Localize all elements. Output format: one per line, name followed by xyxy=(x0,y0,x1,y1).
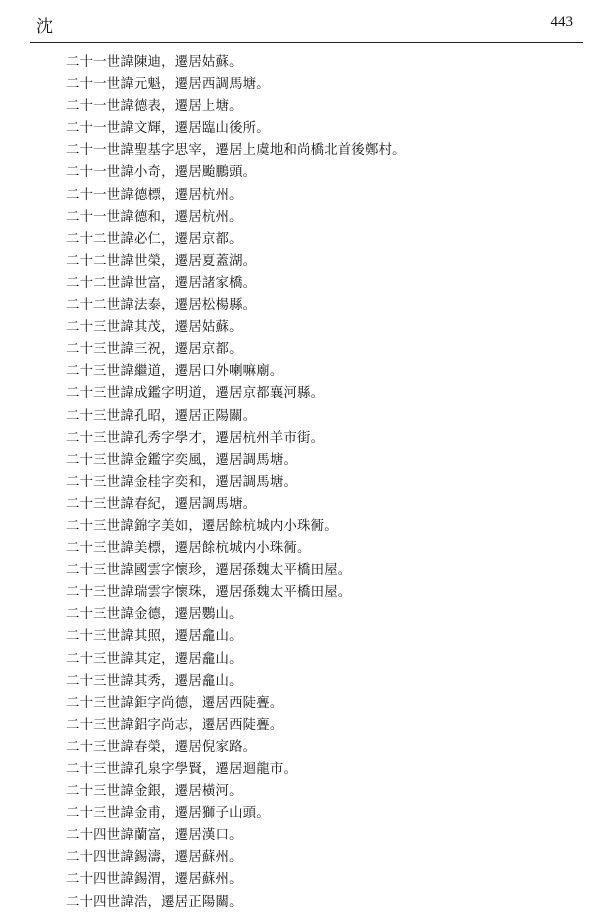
genealogy-entry: 二十一世諱文輝，遷居臨山後所。 xyxy=(66,121,270,137)
genealogy-entry: 二十一世諱德表，遷居上塘。 xyxy=(66,99,243,115)
genealogy-entry: 二十三世諱孔泉字學賢，遷居迴龍市。 xyxy=(66,762,298,777)
running-head-title: 沈 xyxy=(36,17,54,37)
page-number: 443 xyxy=(550,14,573,30)
genealogy-entry: 二十三世諱其秀，遷居龕山。 xyxy=(66,673,243,689)
genealogy-entry: 二十四世諱錫渭，遷居蘇州。 xyxy=(66,872,243,888)
genealogy-entry: 二十三世諱繼道，遷居口外喇嘛廟。 xyxy=(66,364,284,380)
genealogy-entry: 二十三世諱美標，遷居餘杭城内小珠衕。 xyxy=(66,541,311,557)
genealogy-entry: 二十三世諱金銀，遷居橫河。 xyxy=(66,784,243,800)
genealogy-entry: 二十三世諱鉅字尚德，遷居西陡亹。 xyxy=(66,695,284,711)
genealogy-entry: 二十二世諱世富，遷居諸家橋。 xyxy=(66,275,257,291)
genealogy-entry: 二十三世諱鋁字尚志，遷居西陡亹。 xyxy=(66,717,284,733)
genealogy-entry: 二十三世諱金桂字奕和，遷居調馬塘。 xyxy=(66,474,298,490)
genealogy-entry: 二十三世諱錦字美如，遷居餘杭城内小珠衕。 xyxy=(66,518,338,534)
genealogy-entry: 二十二世諱世榮，遷居夏蓋湖。 xyxy=(66,253,257,269)
header-divider xyxy=(30,42,583,43)
genealogy-entry: 二十一世諱元魁，遷居西調馬塘。 xyxy=(66,77,270,93)
genealogy-entry: 二十三世諱三祝，遷居京都。 xyxy=(66,342,243,358)
genealogy-entry: 二十三世諱國雲字懷珍，遷居孫魏太平橋田屋。 xyxy=(66,563,352,579)
genealogy-entry: 二十三世諱春紀，遷居調馬塘。 xyxy=(66,496,257,512)
genealogy-entry: 二十二世諱必仁，遷居京都。 xyxy=(66,231,243,247)
genealogy-entry: 二十一世諱德標，遷居杭州。 xyxy=(66,187,243,203)
genealogy-entry: 二十三世諱成鑑字明道，遷居京都襄河縣。 xyxy=(66,386,325,402)
genealogy-entry: 二十二世諱法泰，遷居松楊縣。 xyxy=(66,298,257,314)
genealogy-entry: 二十三世諱春榮，遷居倪家路。 xyxy=(66,739,257,755)
genealogy-entry: 二十一世諱小奇，遷居颱鵬頭。 xyxy=(66,165,257,181)
genealogy-entry: 二十三世諱其照，遷居龕山。 xyxy=(66,629,243,645)
genealogy-entry: 二十三世諱金鑑字奕風，遷居調馬塘。 xyxy=(66,452,298,468)
genealogy-entry: 二十三世諱其定，遷居龕山。 xyxy=(66,651,243,667)
genealogy-entry: 二十一世諱陳迪，遷居姑蘇。 xyxy=(66,55,243,70)
genealogy-entry: 二十四世諱蘭富，遷居漢口。 xyxy=(66,828,243,844)
genealogy-entry-list xyxy=(66,52,586,914)
genealogy-entry: 二十三世諱金德，遷居鸚山。 xyxy=(66,607,243,623)
genealogy-entry: 二十三世諱其茂，遷居姑蘇。 xyxy=(66,320,243,336)
genealogy-entry: 二十三世諱金甫，遷居獅子山頭。 xyxy=(66,806,270,822)
genealogy-entry: 二十一世諱德和，遷居杭州。 xyxy=(66,209,243,225)
genealogy-entry: 二十四世諱浩，遷居正陽關。 xyxy=(66,894,243,910)
genealogy-entry: 二十一世諱聖基字思宰，遷居上虞地和尚橋北首後鄭村。 xyxy=(66,143,406,159)
page-header xyxy=(0,0,611,46)
genealogy-entry: 二十三世諱瑞雲字懷珠，遷居孫魏太平橋田屋。 xyxy=(66,585,352,601)
genealogy-entry: 二十四世諱錫濤，遷居蘇州。 xyxy=(66,850,243,866)
genealogy-entry: 二十三世諱孔昭，遷居正陽關。 xyxy=(66,408,257,424)
genealogy-entry: 二十三世諱孔秀字學才，遷居杭州羊市街。 xyxy=(66,430,325,446)
